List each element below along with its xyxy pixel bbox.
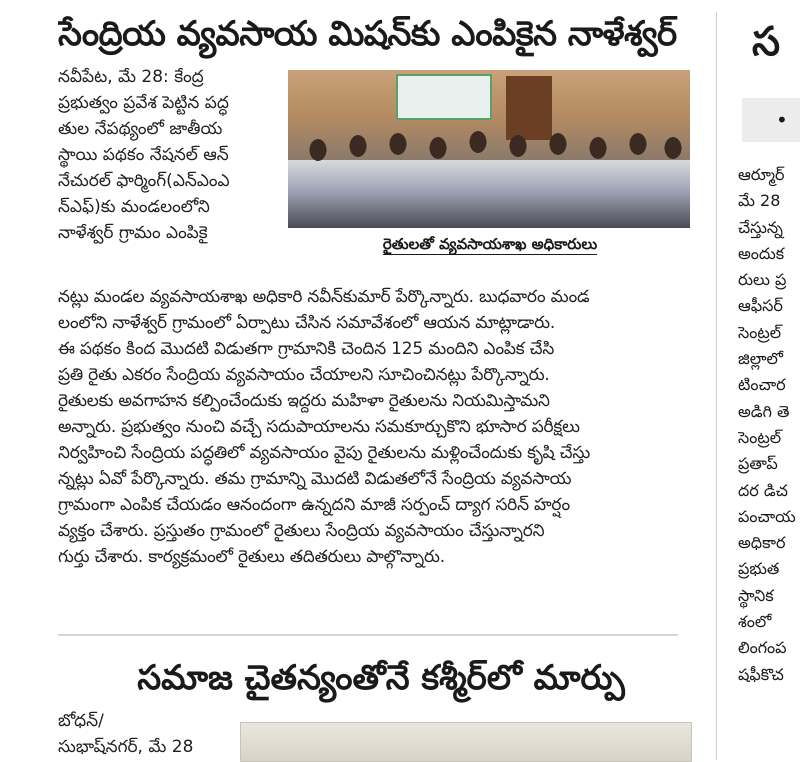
text-line: గుర్తు చేశారు. కార్యక్రమంలో రైతులు తదితరులు పాల్గొన్నారు. — [58, 547, 445, 567]
article-headline-2: సమాజ చైతన్యంతోనే కశ్మీర్‌లో మార్పు — [137, 658, 625, 698]
text-line: ప్రభుత — [738, 559, 780, 579]
text-line: బోధన్/ — [58, 711, 104, 731]
article-photo — [288, 70, 690, 228]
right-column-text — [738, 162, 800, 760]
photo-caption — [300, 232, 680, 256]
text-line: అన్నారు. ప్రభుత్వం నుంచి వచ్చే సదుపాయాలను సమకూర్చుకొని భూసార పరీక్షలు — [58, 417, 580, 437]
text-line: రైతులకు అవగాహన కల్పించేందుకు ఇద్దరు మహిళా రైతులను నియమిస్తామని — [58, 391, 550, 411]
article-2-intro — [58, 708, 238, 760]
article-body — [58, 284, 698, 624]
text-line: సెంట్రల్ — [738, 427, 782, 447]
text-line: రులు ప్ర — [738, 270, 787, 290]
article-2-photo — [240, 722, 692, 762]
article-intro-column — [58, 64, 280, 274]
text-line: న్ఎఫ్)కు మండలంలోని — [58, 197, 210, 217]
text-line: నేచురల్ ఫార్మింగ్(ఎన్ఎంఎ — [58, 171, 230, 191]
text-line: అందుక — [738, 243, 785, 263]
text-line: అడిగి తె — [738, 401, 790, 421]
text-line: అధికార — [738, 533, 786, 553]
text-line: టించార — [738, 375, 786, 395]
text-line: వ్యక్తం చేశారు. ప్రస్తుతం గ్రామంలో రైతులు సేంద్రియ వ్యవసాయం చేస్తున్నారని — [58, 521, 545, 541]
text-line: ఆఫీసర్ — [738, 296, 783, 316]
text-line: సుభాష్‌నగర్, మే 28 — [58, 737, 194, 757]
article-divider — [58, 634, 678, 636]
text-line: లంలోని నాళేశ్వర్ గ్రామంలో ఏర్పాటు చేసిన సమావేశంలో ఆయన మాట్లాడారు. — [58, 313, 556, 333]
text-line: సెంట్రల్ — [738, 322, 782, 342]
right-column-headline: స — [752, 19, 781, 65]
text-line: తుల నేపథ్యంలో జాతీయ — [58, 119, 223, 139]
text-line: షఫీకొచ — [738, 664, 784, 684]
text-line: పంచాయ — [738, 506, 796, 526]
text-line: ఆర్మూర్ — [738, 165, 785, 184]
text-line: ఈ పథకం కింద మొదటి విడుతగా గ్రామానికి చెందిన 125 మందిని ఎంపిక చేసి — [58, 339, 555, 359]
text-line: దర డిచ — [738, 480, 788, 500]
text-line: నవీపేట, మే 28: కేంద్ర — [58, 67, 204, 87]
text-line: నాళేశ్వర్ గ్రామం ఎంపికై — [58, 223, 208, 243]
right-column-highlight-box — [742, 98, 800, 142]
text-line: స్థాయి పథకం నేషనల్ ఆన్ — [58, 145, 229, 165]
text-line: స్థానిక — [738, 585, 774, 605]
text-line: నట్లు మండల వ్యవసాయశాఖ అధికారి నవీన్‌కుమార్ పేర్కొన్నారు. బుధవారం మండ — [58, 287, 590, 307]
text-line: చేస్తున్న — [738, 217, 783, 237]
text-line: శంలో — [738, 612, 772, 632]
article-headline: సేంద్రియ వ్యవసాయ మిషన్‌కు ఎంపికైన నాళేశ్వర్ — [58, 14, 677, 54]
bullet-icon: • — [776, 108, 788, 132]
text-line: ప్రతాప్ — [738, 454, 778, 474]
text-line: గ్రామంగా ఎంపిక చేయడం ఆనందంగా ఉన్నదని మాజీ సర్పంచ్ ద్యాగ సరిన్ హర్షం — [58, 495, 570, 515]
photo-banner — [396, 74, 492, 120]
photo-group-of-people — [288, 120, 690, 228]
text-line: మే 28 — [738, 191, 781, 211]
photo-caption-text: రైతులతో వ్యవసాయశాఖ అధికారులు — [382, 235, 598, 253]
text-line: నిర్వహించి సేంద్రియ పద్ధతిలో వ్యవసాయం వైపు రైతులను మళ్లించేందుకు కృషి చేస్తు — [58, 443, 591, 463]
text-line: జిల్లాలో — [738, 349, 783, 369]
column-rule — [716, 12, 717, 760]
text-line: ప్రతి రైతు ఎకరం సేంద్రియ వ్యవసాయం చేయాలని సూచించినట్లు పేర్కొన్నారు. — [58, 365, 550, 385]
text-line: లింగంప — [738, 638, 787, 658]
text-line: ప్రభుత్వం ప్రవేశ పెట్టిన పద్ధ — [58, 93, 229, 113]
text-line: న్నట్లు ఏవో పేర్కొన్నారు. తమ గ్రామాన్ని మొదటి విడుతలోనే సేంద్రియ వ్యవసాయ — [58, 469, 572, 489]
